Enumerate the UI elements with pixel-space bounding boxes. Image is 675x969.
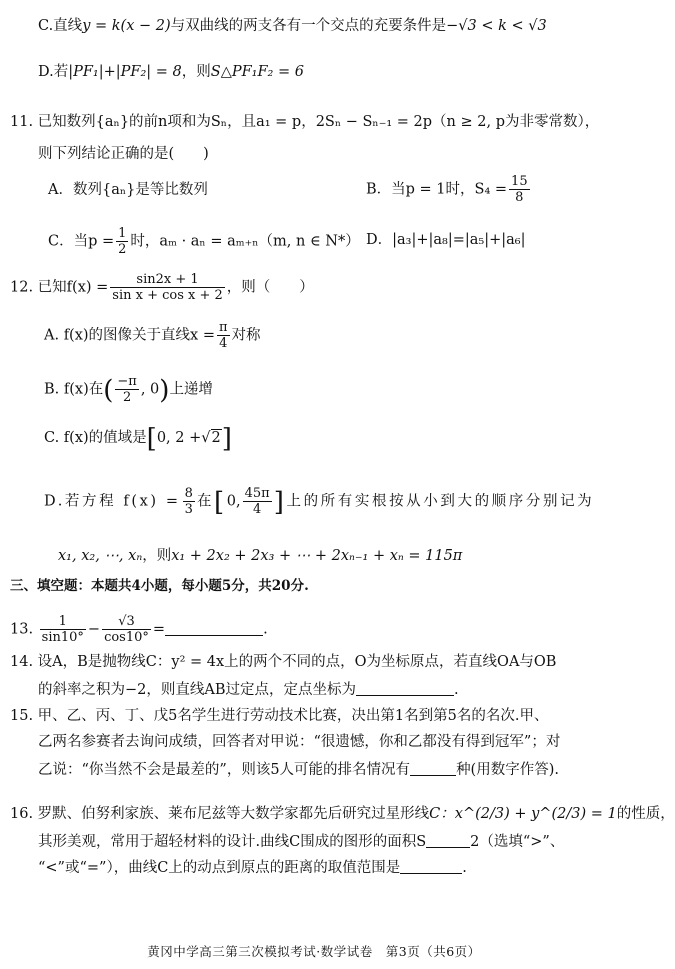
q14-line1: 14. 设A，B是抛物线C：y² = 4x上的两个不同的点，O为坐标原点，若直线OA与OB xyxy=(10,654,557,670)
q11-b-fraction: $\frac{15}{8}$ xyxy=(511,174,528,205)
q15-line3: 乙说：“你当然不会是最差的”，则该5人可能的排名情况有 种(用数字作答). xyxy=(38,762,559,778)
q11-c-fraction: $\frac{1}{2}$ xyxy=(118,226,127,257)
q11-option-b: B．当p = 1时，S₄ = $\frac{15}{8}$ xyxy=(366,174,528,205)
q15-line1: 15. 甲、乙、丙、丁、戊5名学生进行劳动技术比赛，决出第1名到第5名的名次.甲、 xyxy=(10,708,549,724)
q14-line2: 的斜率之积为−2，则直线AB过定点，定点坐标为 . xyxy=(38,682,459,698)
q16-line3: “<”或“=”），曲线C上的动点到原点的距离的取值范围是 . xyxy=(38,860,467,876)
q13-fraction-2: $\frac{√3}{\cos 10^\circ}$ xyxy=(104,614,149,645)
q12-option-b: B. f(x)在( $\frac{-\pi}{2}$ , 0)上递增 xyxy=(44,374,213,406)
q16-line2: 其形美观，常用于超轻材料的设计.曲线C围成的图形的面积S 2（选填“>”、 xyxy=(38,834,565,850)
q12-d-fraction: $\frac{8}{3}$ xyxy=(184,486,193,517)
q15-answer-blank[interactable] xyxy=(410,761,456,776)
q10-option-d: D.若|PF₁|+|PF₂| = 8，则S△PF₁F₂ = 6 xyxy=(38,64,304,80)
q12-a-fraction: $\frac{\pi}{4}$ xyxy=(218,320,228,351)
q12-option-d: D.若方程 f(x) = $\frac{8}{3}$ 在[0, $\frac{45\pi}{4}$ ]上的所有实根按从小到大的顺序分别记为 xyxy=(44,486,595,518)
q10-option-c: C.直线y = k(x − 2)与双曲线的两支各有一个交点的充要条件是−√3 < k < √3 xyxy=(38,18,547,34)
q12-f-fraction: $\frac{\sin 2x + 1}{\text{sin x + cos x + 2}}$ xyxy=(112,272,223,303)
q13: 13. $\frac{1}{\sin 10^\circ}$ − $\frac{√3}{\cos 10^\circ}$ = . xyxy=(10,614,268,645)
q12-option-c: C. f(x)的值域是[0, 2 +√2] xyxy=(44,424,232,454)
q11-option-a: A．数列{aₙ}是等比数列 xyxy=(48,182,208,198)
q13-answer-blank[interactable] xyxy=(165,621,263,636)
q15-line2: 乙两名参赛者去询问成绩，回答者对甲说：“很遗憾，你和乙都没有得到冠军”；对 xyxy=(38,734,561,750)
q16-range-blank[interactable] xyxy=(400,859,462,874)
q12-b-fraction: $\frac{-\pi}{2}$ xyxy=(117,374,137,405)
q16-line1: 16. 罗默、伯努利家族、莱布尼兹等大数学家都先后研究过星形线C：x^(2/3) + y^(2/3) = 1的性质， xyxy=(10,806,675,822)
page-footer: 黄冈中学高三第三次模拟考试·数学试卷 第3页（共6页） xyxy=(147,944,481,959)
section-three-heading: 三、填空题：本题共4小题，每小题5分，共20分. xyxy=(10,578,309,594)
q12-option-a: A. f(x)的图像关于直线x = $\frac{\pi}{4}$ 对称 xyxy=(44,320,261,351)
q13-fraction-1: $\frac{1}{\sin 10^\circ}$ xyxy=(41,614,84,645)
q11-option-d: D．|a₃|+|a₈|=|a₅|+|a₆| xyxy=(366,232,526,248)
q11-stem: 11. 已知数列{aₙ}的前n项和为Sₙ，且a₁ = p，2Sₙ − Sₙ₋₁ = 2p（n ≥ 2, p为非零常数）， xyxy=(10,114,600,130)
q12-d-upper-fraction: $\frac{45\pi}{4}$ xyxy=(244,486,270,517)
q11-stem-line2: 则下列结论正确的是( ) xyxy=(38,146,209,162)
q14-answer-blank[interactable] xyxy=(356,681,454,696)
q12-option-d-line2: x₁, x₂, ⋯, xₙ，则x₁ + 2x₂ + 2x₃ + ⋯ + 2xₙ₋₁ + xₙ = 115π xyxy=(58,548,463,564)
q16-area-blank[interactable] xyxy=(426,833,470,848)
q11-option-c: C．当p = $\frac{1}{2}$ 时，aₘ · aₙ = aₘ₊ₙ（m, n ∈ N*） xyxy=(48,226,360,257)
q12-stem: 12. 已知f(x) = $\frac{\sin 2x + 1}{\text{sin x + cos x + 2}}$ ，则（ ） xyxy=(10,272,314,303)
